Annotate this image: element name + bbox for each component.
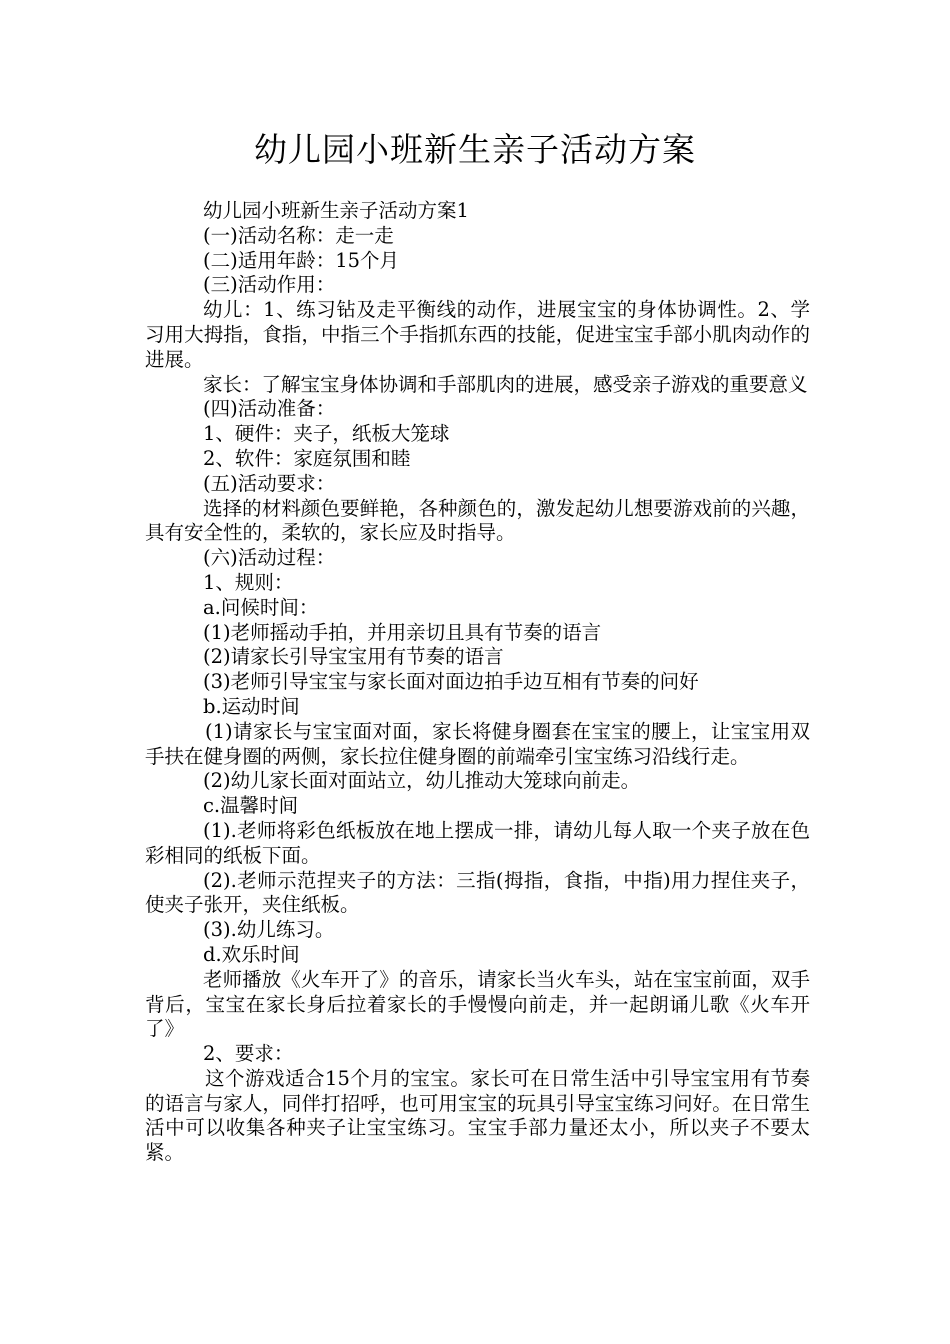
step-greeting-1: (1)老师摇动手拍，并用亲切且具有节奏的语言: [203, 620, 602, 644]
paragraph-material-requirements: 选择的材料颜色要鲜艳，各种颜色的，激发起幼儿想要游戏前的兴趣，具有安全性的，柔软的，家长应及时指导。: [145, 496, 810, 545]
step-greeting-3: (3)老师引导宝宝与家长面对面边拍手边互相有节奏的问好: [203, 670, 699, 694]
item-applicable-age: (二)适用年龄：15个月: [203, 248, 400, 272]
step-exercise-2: (2)幼儿家长面对面站立，幼儿推动大笼球向前走。: [203, 769, 641, 793]
step-exercise-1: (1)请家长与宝宝面对面，家长将健身圈套在宝宝的腰上，让宝宝用双手扶在健身圈的两侧，家长拉住健身圈的前端牵引宝宝练习沿线行走。: [145, 719, 810, 768]
step-greeting-2: (2)请家长引导宝宝用有节奏的语言: [203, 645, 504, 669]
item-requirements: 2、要求：: [203, 1042, 294, 1066]
step-warm-3: (3).幼儿练习。: [203, 918, 335, 942]
paragraph-game-notes: 这个游戏适合15个月的宝宝。家长可在日常生活中引导宝宝用有节奏的语言与家人，同伴打招呼，也可用宝宝的玩具引导宝宝练习问好。在日常生活中可以收集各种夹子让宝宝练习。宝宝手部力量还太小，所以夹子不要太紧。: [145, 1066, 810, 1165]
item-greeting-time: a.问候时间：: [203, 595, 319, 619]
paragraph-parent-goals: 家长：了解宝宝身体协调和手部肌肉的进展，感受亲子游戏的重要意义: [203, 372, 808, 396]
item-activity-name: (一)活动名称：走一走: [203, 223, 394, 247]
step-warm-2: (2).老师示范捏夹子的方法：三指(拇指，食指，中指)用力捏住夹子，使夹子张开，夹住纸板。: [145, 868, 810, 917]
item-rules: 1、规则：: [203, 570, 294, 594]
paragraph-train-game: 老师播放《火车开了》的音乐，请家长当火车头，站在宝宝前面，双手背后，宝宝在家长身后拉着家长的手慢慢向前走，并一起朗诵儿歌《火车开了》: [145, 967, 810, 1041]
item-happy-time: d.欢乐时间: [203, 942, 300, 966]
paragraph-child-goals: 幼儿：1、练习钻及走平衡线的动作，进展宝宝的身体协调性。2、学习用大拇指，食指，中指三个手指抓东西的技能，促进宝宝手部小肌肉动作的进展。: [145, 298, 810, 371]
item-exercise-time: b.运动时间: [203, 694, 300, 718]
step-warm-1: (1).老师将彩色纸板放在地上摆成一排，请幼儿每人取一个夹子放在色彩相同的纸板下面。: [145, 818, 810, 867]
item-activity-preparation: (四)活动准备：: [203, 397, 336, 421]
document-title: 幼儿园小班新生亲子活动方案: [254, 130, 696, 169]
item-warm-time: c.温馨时间: [203, 794, 299, 818]
document-body: [145, 199, 810, 1166]
item-software: 2、软件：家庭氛围和睦: [203, 446, 411, 470]
item-hardware: 1、硬件：夹子，纸板大笼球: [203, 422, 450, 446]
item-activity-requirements: (五)活动要求：: [203, 471, 336, 495]
item-activity-purpose: (三)活动作用：: [203, 273, 336, 297]
item-activity-process: (六)活动过程：: [203, 546, 336, 570]
section-heading: 幼儿园小班新生亲子活动方案1: [203, 199, 469, 222]
